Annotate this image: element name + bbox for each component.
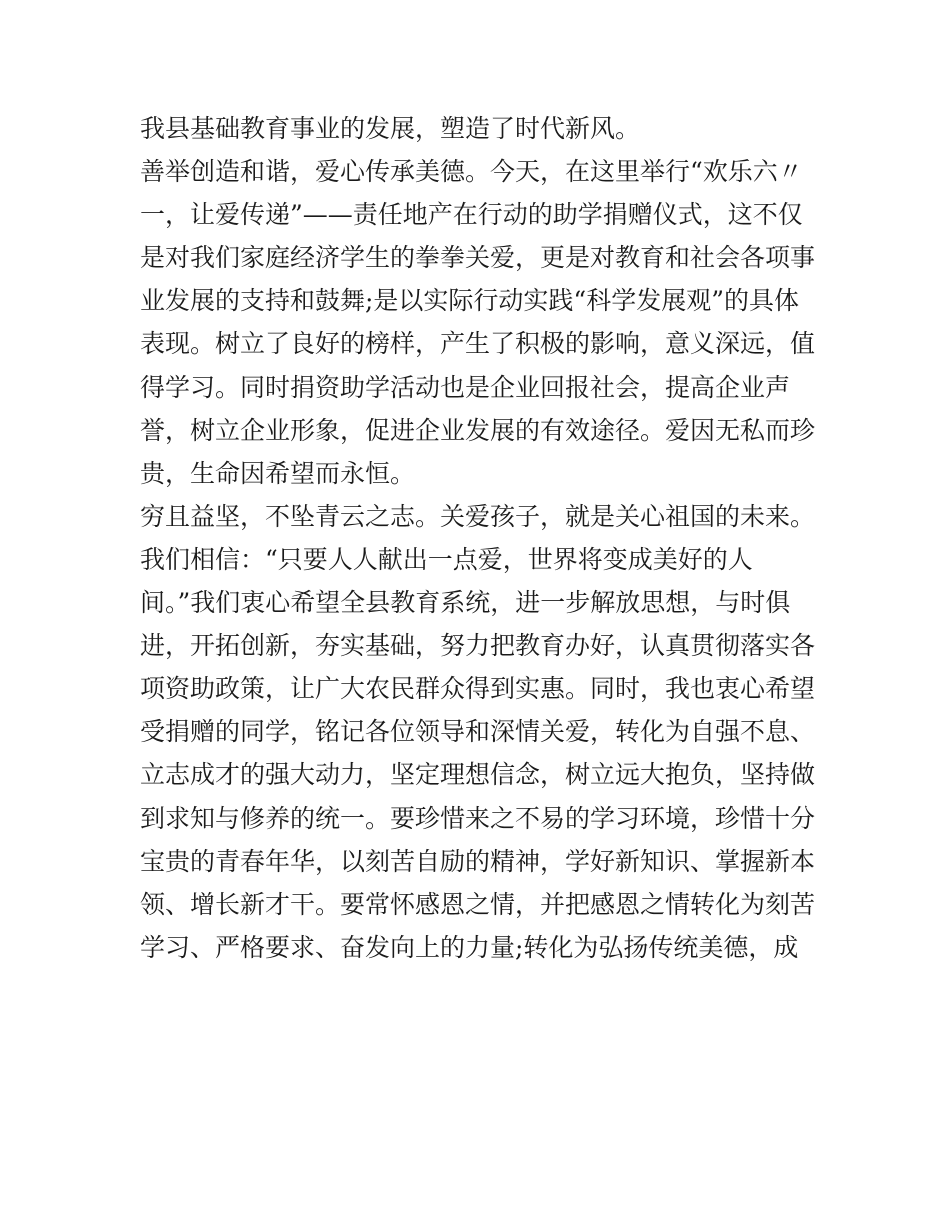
- text-line: 一，让爱传递”——责任地产在行动的助学捐赠仪式，这不仅: [140, 200, 803, 230]
- text-line: 贵，生命因希望而永恒。: [140, 458, 416, 488]
- body-text: [140, 107, 830, 969]
- text-line: 项资助政策，让广大农民群众得到实惠。同时，我也衷心希望: [140, 674, 816, 704]
- text-line: 誉，树立企业形象，促进企业发展的有效途径。爱因无私而珍: [140, 415, 816, 445]
- text-line: 表现。树立了良好的榜样，产生了积极的影响，意义深远，值: [140, 329, 816, 359]
- text-line: 穷且益坚，不坠青云之志。关爱孩子，就是关心祖国的未来。: [140, 501, 816, 531]
- text-line: 得学习。同时捐资助学活动也是企业回报社会，提高企业声: [140, 372, 791, 402]
- text-line: 受捐赠的同学，铭记各位领导和深情关爱，转化为自强不息、: [140, 717, 816, 747]
- text-line: 进，开拓创新，夯实基础，努力把教育办好，认真贯彻落实各: [140, 631, 816, 661]
- text-line: 宝贵的青春年华，以刻苦自励的精神，学好新知识、掌握新本: [140, 846, 816, 876]
- text-line: 领、增长新才干。要常怀感恩之情，并把感恩之情转化为刻苦: [140, 889, 816, 919]
- text-line: 学习、严格要求、奋发向上的力量;转化为弘扬传统美德，成: [140, 932, 799, 962]
- text-line: 业发展的支持和鼓舞;是以实际行动实践“科学发展观”的具体: [140, 286, 799, 316]
- text-line: 是对我们家庭经济学生的拳拳关爱，更是对教育和社会各项事: [140, 243, 816, 273]
- text-line: 立志成才的强大动力，坚定理想信念，树立远大抱负，坚持做: [140, 760, 816, 790]
- text-line: 我们相信：“只要人人献出一点爱，世界将变成美好的人: [140, 544, 753, 574]
- text-line: 善举创造和谐，爱心传承美德。今天，在这里举行“欢乐六〃: [140, 157, 803, 187]
- text-line: 间。”我们衷心希望全县教育系统，进一步解放思想，与时俱: [140, 588, 791, 618]
- text-line: 到求知与修养的统一。要珍惜来之不易的学习环境，珍惜十分: [140, 803, 816, 833]
- text-line: 我县基础教育事业的发展，塑造了时代新风。: [140, 114, 641, 143]
